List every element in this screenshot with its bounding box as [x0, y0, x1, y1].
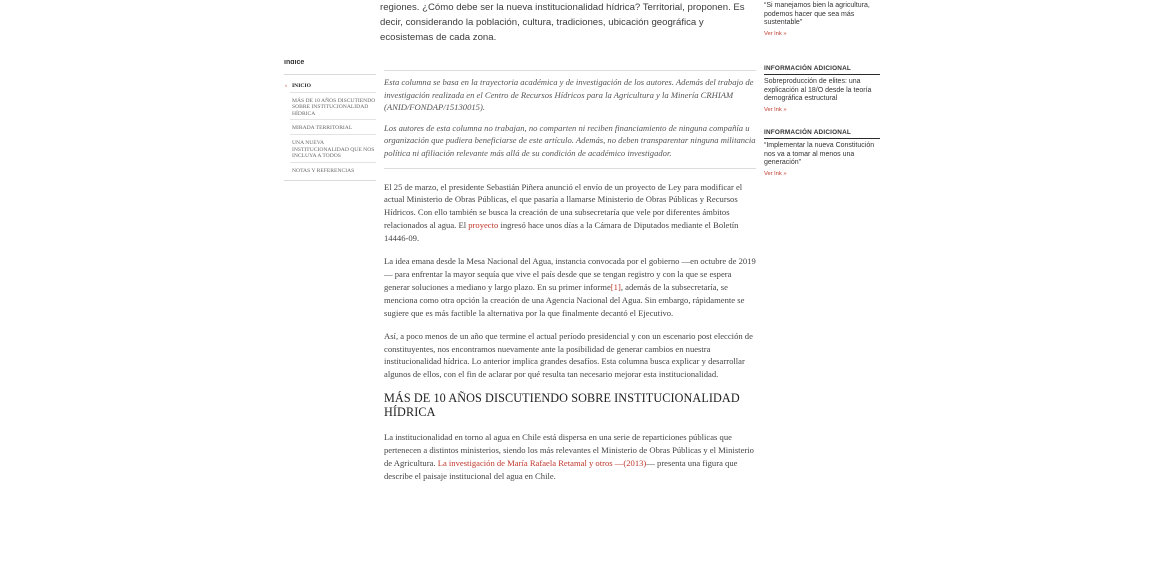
- related-heading: INFORMACIÓN ADICIONAL: [764, 65, 852, 72]
- chevron-right-icon: ‹: [285, 83, 287, 89]
- paragraph-text: , además de la subsecretaría, se menciona como otra opción la creación de una Agencia Nacional del Agua. Sin embargo, rápidamente se sugiere que es más factible la alternativa por la que finalmente decantó el Ejecutivo.: [384, 281, 745, 318]
- index-item-inicio[interactable]: [284, 81, 376, 92]
- index-item-mas-de-10-anos[interactable]: [284, 96, 376, 120]
- index-item-mirada-territorial[interactable]: [284, 123, 376, 134]
- article-body: [384, 70, 756, 493]
- paragraph: [384, 431, 756, 483]
- section-heading: MÁS DE 10 AÑOS DISCUTIENDO SOBRE INSTITUCIONALIDAD HÍDRICA: [384, 391, 740, 420]
- proyecto-link[interactable]: proyecto: [468, 220, 499, 231]
- index-item-label: UNA NUEVA INSTITUCIONALIDAD QUE NOS INCLUYA A TODOS: [292, 139, 375, 160]
- paragraph-text: ingresó hace unos días a la Cámara de Diputados mediante el Boletín 14446-09.: [384, 220, 739, 244]
- footnote-link[interactable]: [1]: [610, 281, 621, 292]
- article-index: [284, 60, 376, 181]
- paragraph: [384, 255, 756, 320]
- index-item-label: NOTAS Y REFERENCIAS: [292, 167, 355, 174]
- related-link[interactable]: Ver lnk »: [764, 170, 787, 177]
- index-item-label: MÁS DE 10 AÑOS DISCUTIENDO SOBRE INSTITUCIONALIDAD HÍDRICA: [292, 97, 376, 117]
- related-link[interactable]: Ver lnk »: [764, 106, 787, 113]
- paragraph: [384, 181, 756, 246]
- intro-paragraph: [380, 0, 752, 45]
- paragraph-text: — presenta una figura que describe el paisaje institucional del agua en Chile.: [384, 458, 738, 481]
- index-item-nueva-institucionalidad[interactable]: [284, 138, 376, 162]
- related-heading: INFORMACIÓN ADICIONAL: [764, 129, 852, 136]
- related-item: [764, 128, 882, 178]
- related-link[interactable]: Ver lnk »: [764, 30, 787, 37]
- related-item: [764, 2, 882, 38]
- related-quote: “Si manejamos bien la agricultura, podemos hacer que sea más sustentable”: [764, 2, 870, 27]
- index-heading: Índice: [284, 60, 376, 75]
- index-item-notas-referencias[interactable]: [284, 166, 376, 177]
- related-quote: “Implementar la nueva Constitución nos va a tomar al menos una generación”: [764, 142, 875, 167]
- paragraph-text: La idea emana desde la Mesa Nacional del Agua, instancia convocada por el gobierno —en octubre de 2019— para enfrentar la mayor sequía que vive el país desde que se tengan registro y con la que se espera generar soluciones a mediano y largo plazo. En su primer informe: [384, 256, 756, 292]
- paragraph-text: La institucionalidad en torno al agua en Chile está dispersa en una serie de reparticiones públicas que pertenecen a distintos ministerios, siendo los más relevantes el Ministerio de Obras Públicas y el Ministerio de Agricultura.: [384, 432, 754, 469]
- research-link[interactable]: La investigación de María Rafaela Retamal y otros —(2013): [437, 458, 647, 469]
- index-item-label: MIRADA TERRITORIAL: [292, 125, 353, 132]
- disclosure-note: Los autores de esta columna no trabajan, no comparten ni reciben financiamiento de ninguna compañía u organización que pudiera beneficiarse de este artículo. Además, no deben transparentar ninguna militancia política ni afiliación relevante más allá de su condición de académico investigador.: [384, 122, 756, 158]
- index-item-label: INICIO: [292, 83, 311, 89]
- author-note: Esta columna se basa en la trayectoria académica y de investigación de los autores. Además del trabajo de investigación realizada en el Centro de Recursos Hídricos para la Agricultura y la Minería CRHIAM (ANID/FONDAP/15130015).: [384, 77, 754, 113]
- related-quote: Sobreproducción de elites: una explicación al 18/O desde la teoría demográfica estructural: [764, 78, 872, 103]
- paragraph-text: El 25 de marzo, el presidente Sebastián Piñera anunció el envío de un proyecto de Ley para modificar el actual Ministerio de Obras Públicas, el que pasaría a llamarse Ministerio de Obras Públicas y Recursos Hídricos. Con ello también se busca la creación de una subsecretaría que vele por diferentes ámbitos relacionados al agua. El: [384, 181, 743, 231]
- intro-text: regiones. ¿Cómo debe ser la nueva institucionalidad hídrica? Territorial, proponen. Es decir, considerando la población, cultura, tradiciones, ubicación geográfica y ecosistemas de cada zona.: [380, 2, 745, 43]
- related-item: [764, 64, 882, 114]
- paragraph: Así, a poco menos de un año que termine el actual período presidencial y con un escenario post elección de constituyentes, nos encontramos nuevamente ante la posibilidad de generar cambios en nuestra institucionalidad hídrica. Lo anterior implica grandes desafíos. Esta columna busca explicar y desarrollar algunos de ellos, con el fin de aclarar por qué resulta tan necesario mejorar esta institucionalidad.: [384, 330, 753, 380]
